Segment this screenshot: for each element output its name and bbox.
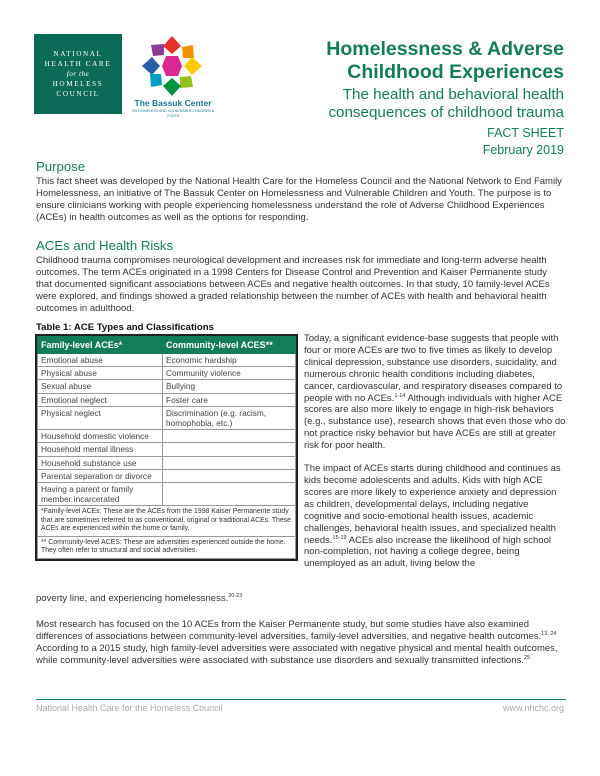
citation: 25 xyxy=(523,654,531,661)
logo-line: NATIONAL xyxy=(53,50,103,58)
table-cell: Household domestic violence xyxy=(38,430,163,443)
table-row xyxy=(38,406,296,429)
doc-title-line2: Childhood Experiences xyxy=(347,61,564,83)
doc-subtitle-line1: The health and behavioral health xyxy=(342,86,564,103)
table-cell: Household substance use xyxy=(38,456,163,469)
aces-section xyxy=(36,238,564,315)
table-cell: Foster care xyxy=(163,393,296,406)
logo-line: HEALTH CARE xyxy=(44,60,112,68)
table-cell: Bullying xyxy=(163,380,296,393)
fact-sheet-label: FACT SHEET xyxy=(487,126,564,140)
table-row xyxy=(38,367,296,380)
table-caption: Table 1: ACE Types and Classifications xyxy=(36,322,214,333)
footer-divider xyxy=(36,699,566,700)
table-cell: Discrimination (e.g. racism, homophobia, etc.) xyxy=(163,406,296,429)
table-header-row xyxy=(38,337,296,354)
table-cell: Economic hardship xyxy=(163,354,296,367)
table-row xyxy=(38,443,296,456)
doc-title-line1: Homelessness & Adverse xyxy=(326,38,564,60)
right-paragraph-1: Today, a significant evidence-base suggests that people with four or more ACEs are two to five times as likely to develop clinical depression, substance use disorders, suicidality, and numerous chronic health conditions including diabetes, cancer, cardiovascular, and respiratory diseases compared to people with no ACEs.$^{1-14}$ Although individuals with higher ACE scores are also more likely to engage in high-risk behaviors (e.g., substance use), research shows that even those who do not practice risky behavior but have ACEs are still at greater risk for poor health. xyxy=(304,333,566,452)
purpose-heading: Purpose xyxy=(36,159,86,174)
citation: 15-19 xyxy=(332,534,347,541)
ace-table xyxy=(37,336,296,559)
table-cell: Physical neglect xyxy=(38,406,163,429)
table-cell xyxy=(163,469,296,482)
table-note-community: ** Community-level ACES: These are adversities experienced outside the home. They often refer to structural and social adversities. xyxy=(38,536,296,558)
table-cell: Parental separation or divorce xyxy=(38,469,163,482)
table-row xyxy=(38,393,296,406)
doc-date: February 2019 xyxy=(482,143,564,157)
right-column xyxy=(304,333,566,570)
citation: 13, 24 xyxy=(541,630,557,637)
citation: 1-14 xyxy=(394,392,406,399)
table-cell: Physical abuse xyxy=(38,367,163,380)
table-cell xyxy=(163,456,296,469)
final-paragraph: Most research has focused on the 10 ACEs from the Kaiser Permanente study, but some studies have also examined differences of associations between community-level adversities, family-level adversities, and negative health outcomes.$^{13, 24}$ According to a 2015 study, high family-level adversities were associated with negative physical and mental health outcomes, while community-level adversities were associated with substance use disorders and sexually transmitted infections.$^{25}$ xyxy=(36,619,558,666)
aces-heading: ACEs and Health Risks xyxy=(36,238,174,253)
purpose-text: This fact sheet was developed by the National Health Care for the Homeless Council and the National Network to End Family Homelessness, an initiative of The Bassuk Center on Homelessness and Vulnerable Children and Youth. The purpose is to ensure clinicians working with people experiencing homelessness understand the role of Adverse Childhood Experiences (ACEs) in health outcomes as well as the options for responding. xyxy=(36,176,562,223)
table-cell xyxy=(163,430,296,443)
logo-line: HOMELESS xyxy=(52,80,104,88)
table-cell xyxy=(163,483,296,506)
table-note-row xyxy=(38,506,296,537)
purpose-section xyxy=(36,159,564,224)
table-cell: Emotional abuse xyxy=(38,354,163,367)
table-cell: Emotional neglect xyxy=(38,393,163,406)
table-row xyxy=(38,483,296,506)
table-row xyxy=(38,469,296,482)
logo-line: COUNCIL xyxy=(56,90,100,98)
table-cell: Sexual abuse xyxy=(38,380,163,393)
table-row xyxy=(38,354,296,367)
footer-org-name: National Health Care for the Homeless Council xyxy=(36,703,223,713)
table-row xyxy=(38,456,296,469)
citation: 20-23 xyxy=(228,592,243,599)
footer-website-link[interactable]: www.nhchc.org xyxy=(502,703,564,713)
table-header-community: Community-level ACES** xyxy=(163,337,296,354)
logo-line: for the xyxy=(66,70,90,78)
table-header-family: Family-level ACEs* xyxy=(38,337,163,354)
bassuk-name: The Bassuk Center xyxy=(134,98,212,108)
table-row xyxy=(38,430,296,443)
table-cell xyxy=(163,443,296,456)
ace-table-frame xyxy=(35,334,298,561)
table-cell: Community violence xyxy=(163,367,296,380)
right-paragraph-2: The impact of ACEs starts during childhood and continues as kids become adolescents and adults. Kids with high ACE scores are more likely to experience anxiety and depression as children, developmental delays, including negative cognitive and socio-emotional health issues, academic challenges, behavioral health issues, and specialized health needs.$^{15-19}$ ACEs also increase the likelihood of high school non-completion, not having a college degree, being unemployed as an adult, living below the xyxy=(304,463,561,570)
bassuk-tagline: ON HOMELESS AND VULNERABLE CHILDREN & YOUTH xyxy=(131,109,215,118)
table-cell: Household mental illness xyxy=(38,443,163,456)
doc-subtitle-line2: consequences of childhood trauma xyxy=(328,104,564,121)
nhchc-logo xyxy=(34,34,122,114)
aces-text: Childhood trauma compromises neurological development and increases risk for immediate and long-term adverse health outcomes. The term ACEs originated in a 1998 Centers for Disease Control and Prevention and Kaiser Permanente study that documented significant associations between ACEs and negative health outcomes. In that study, 10 family-level ACEs were explored, and findings showed a graded relationship between the number of ACEs with health and behavioral health outcomes in adulthood. xyxy=(36,255,550,314)
table-row xyxy=(38,380,296,393)
table-cell: Having a parent or family member incarcerated xyxy=(38,483,163,506)
continuation-text: poverty line, and experiencing homelessness.$^{20-23}$ xyxy=(36,592,243,604)
table-note-row xyxy=(38,536,296,558)
table-note-family: *Family-level ACEs: These are the ACEs from the 1998 Kaiser Permanente study that are sometimes referred to as conventional, original or traditional ACEs. These ACEs are experienced within the home or family. xyxy=(38,506,296,537)
